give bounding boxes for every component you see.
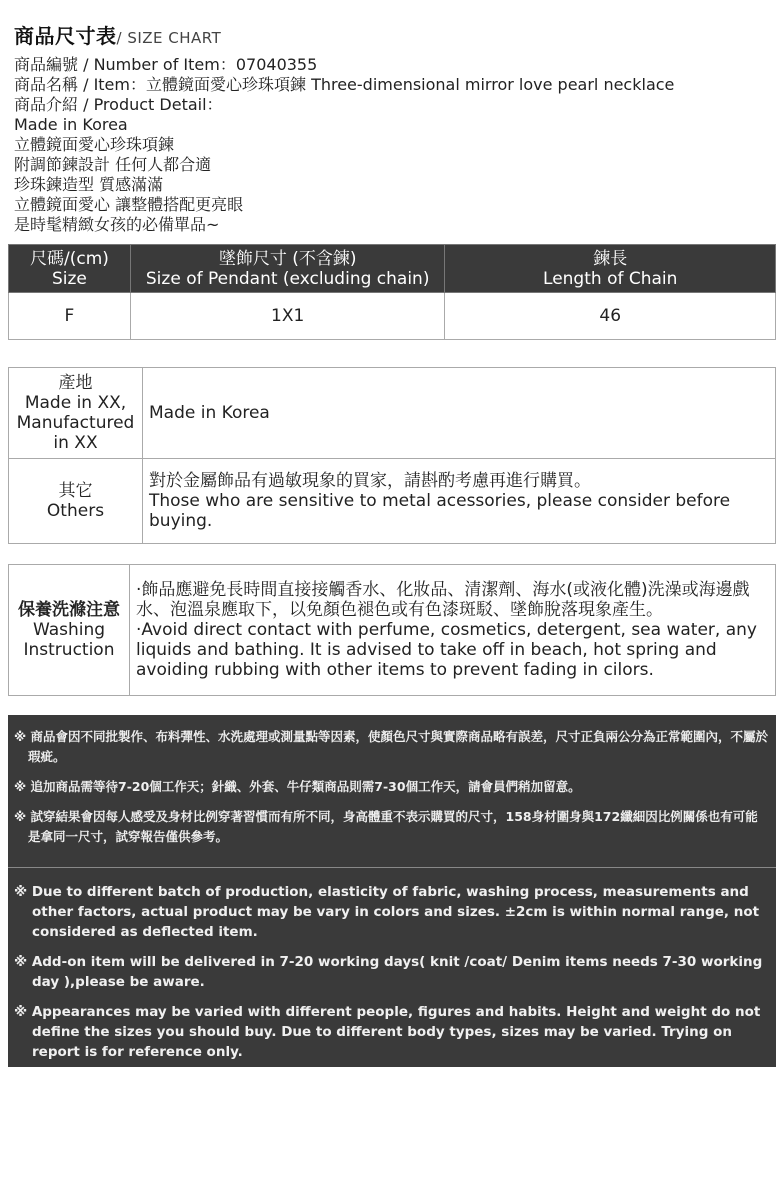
- origin-label-en: in XX: [53, 433, 98, 453]
- care-label: [9, 565, 130, 696]
- notice-cn-item: ※ 追加商品需等待7-20個工作天；針織、外套、牛仔類商品則需7-30個工作天，請會員們稍加留意。: [14, 779, 581, 794]
- notice-cn-section: [8, 715, 776, 868]
- notice-en-item: ※ Add-on item will be delivered in 7-20 working days( knit /coat/ Denim items needs 7-30 working day ),please be aware.: [14, 954, 763, 990]
- care-label-cn: 保養洗滌注意: [18, 600, 120, 620]
- info-line-detail: 立體鏡面愛心 讓整體搭配更亮眼: [14, 195, 244, 214]
- notice-en-item: ※ Due to different batch of production, elasticity of fabric, washing process, measurements and other factors, actual product may be vary in colors and sizes. ±2cm is within normal range, not considered as deflected item.: [14, 884, 760, 940]
- chain-header-cell: [445, 245, 776, 293]
- chain-header-en: Length of Chain: [543, 269, 678, 289]
- info-line-detail-label: 商品介紹 / Product Detail：: [14, 95, 223, 114]
- info-line-detail: Made in Korea: [14, 115, 128, 134]
- size-table: [8, 244, 776, 340]
- pendant-header-cell: [130, 245, 445, 293]
- page-header: [14, 20, 674, 235]
- page-title: [14, 20, 674, 49]
- notice-cn-item: ※ 試穿結果會因每人感受及身材比例穿著習慣而有所不同，身高體重不表示購買的尺寸，158身材圍身與172纖細因比例關係也有可能是拿同一尺寸，試穿報告僅供參考。: [14, 809, 758, 844]
- info-line-detail: 立體鏡面愛心珍珠項鍊: [14, 135, 175, 154]
- info-line-item-number: 商品編號 / Number of Item：07040355: [14, 55, 318, 74]
- others-value-en: Those who are sensitive to metal acessories, please consider before buying.: [149, 491, 731, 531]
- origin-row: [9, 368, 776, 459]
- notice-box: [8, 715, 776, 1067]
- info-line-detail: 珍珠鍊造型 質感滿滿: [14, 175, 164, 194]
- origin-label-en: Made in XX,: [24, 393, 127, 413]
- care-value-cn: ·飾品應避免長時間直接接觸香水、化妝品、清潔劑、海水(或液化體)洗澡或海邊戲水、泡溫泉應取下，以免顏色褪色或有色漆斑駁、墜飾脫落現象產生。: [136, 580, 750, 620]
- others-value: [143, 459, 776, 544]
- origin-table: [8, 367, 776, 544]
- info-line-item-name: 商品名稱 / Item：立體鏡面愛心珍珠項鍊 Three-dimensional mirror love pearl necklace: [14, 75, 675, 94]
- pendant-header-en: Size of Pendant (excluding chain): [145, 269, 430, 289]
- size-table-header-row: [9, 245, 776, 293]
- info-line-detail: 附調節鍊設計 任何人都合適: [14, 155, 212, 174]
- origin-label-en: Manufactured: [16, 413, 135, 433]
- size-header-en: Size: [51, 269, 87, 289]
- care-value-en: ·Avoid direct contact with perfume, cosmetics, detergent, sea water, any liquids and bathing. It is advised to take off in beach, hot spring and avoiding rubbing with other items to prevent fading in cilors.: [136, 620, 757, 680]
- origin-label: [9, 368, 143, 459]
- product-info: [14, 55, 674, 235]
- size-header-cn: 尺碼/(cm): [29, 249, 109, 269]
- size-value: F: [9, 293, 131, 340]
- chain-length-value: 46: [445, 293, 776, 340]
- pendant-size-value: 1X1: [130, 293, 445, 340]
- pendant-header-cn: 墜飾尺寸 (不含鍊): [218, 249, 357, 269]
- info-line-detail: 是時髦精緻女孩的必備單品~: [14, 215, 220, 234]
- care-table: [8, 564, 776, 696]
- title-en: / SIZE CHART: [116, 29, 222, 47]
- care-label-en: Washing Instruction: [23, 620, 115, 660]
- care-row: [9, 565, 776, 696]
- notice-en-section: [8, 868, 776, 1080]
- origin-label-cn: 產地: [58, 373, 93, 393]
- others-label-cn: 其它: [58, 481, 93, 501]
- title-cn: 商品尺寸表: [14, 24, 117, 48]
- others-label: [9, 459, 143, 544]
- size-header-cell: [9, 245, 131, 293]
- care-value: [130, 565, 776, 696]
- notice-en-item: ※ Appearances may be varied with different people, figures and habits. Height and weight do not define the sizes you should buy. Due to different body types, sizes may be varied. Trying on report is for reference only.: [14, 1004, 761, 1060]
- chain-header-cn: 鍊長: [593, 249, 628, 269]
- others-value-cn: 對於金屬飾品有過敏現象的買家，請斟酌考慮再進行購買。: [149, 471, 591, 491]
- others-label-en: Others: [46, 501, 105, 521]
- notice-cn-item: ※ 商品會因不同批製作、布料彈性、水洗處理或測量點等因素，使顏色尺寸與實際商品略有誤差，尺寸正負兩公分為正常範圍內，不屬於瑕疵。: [14, 729, 769, 764]
- origin-value: Made in Korea: [143, 368, 776, 459]
- others-row: [9, 459, 776, 544]
- table-row: [9, 293, 776, 340]
